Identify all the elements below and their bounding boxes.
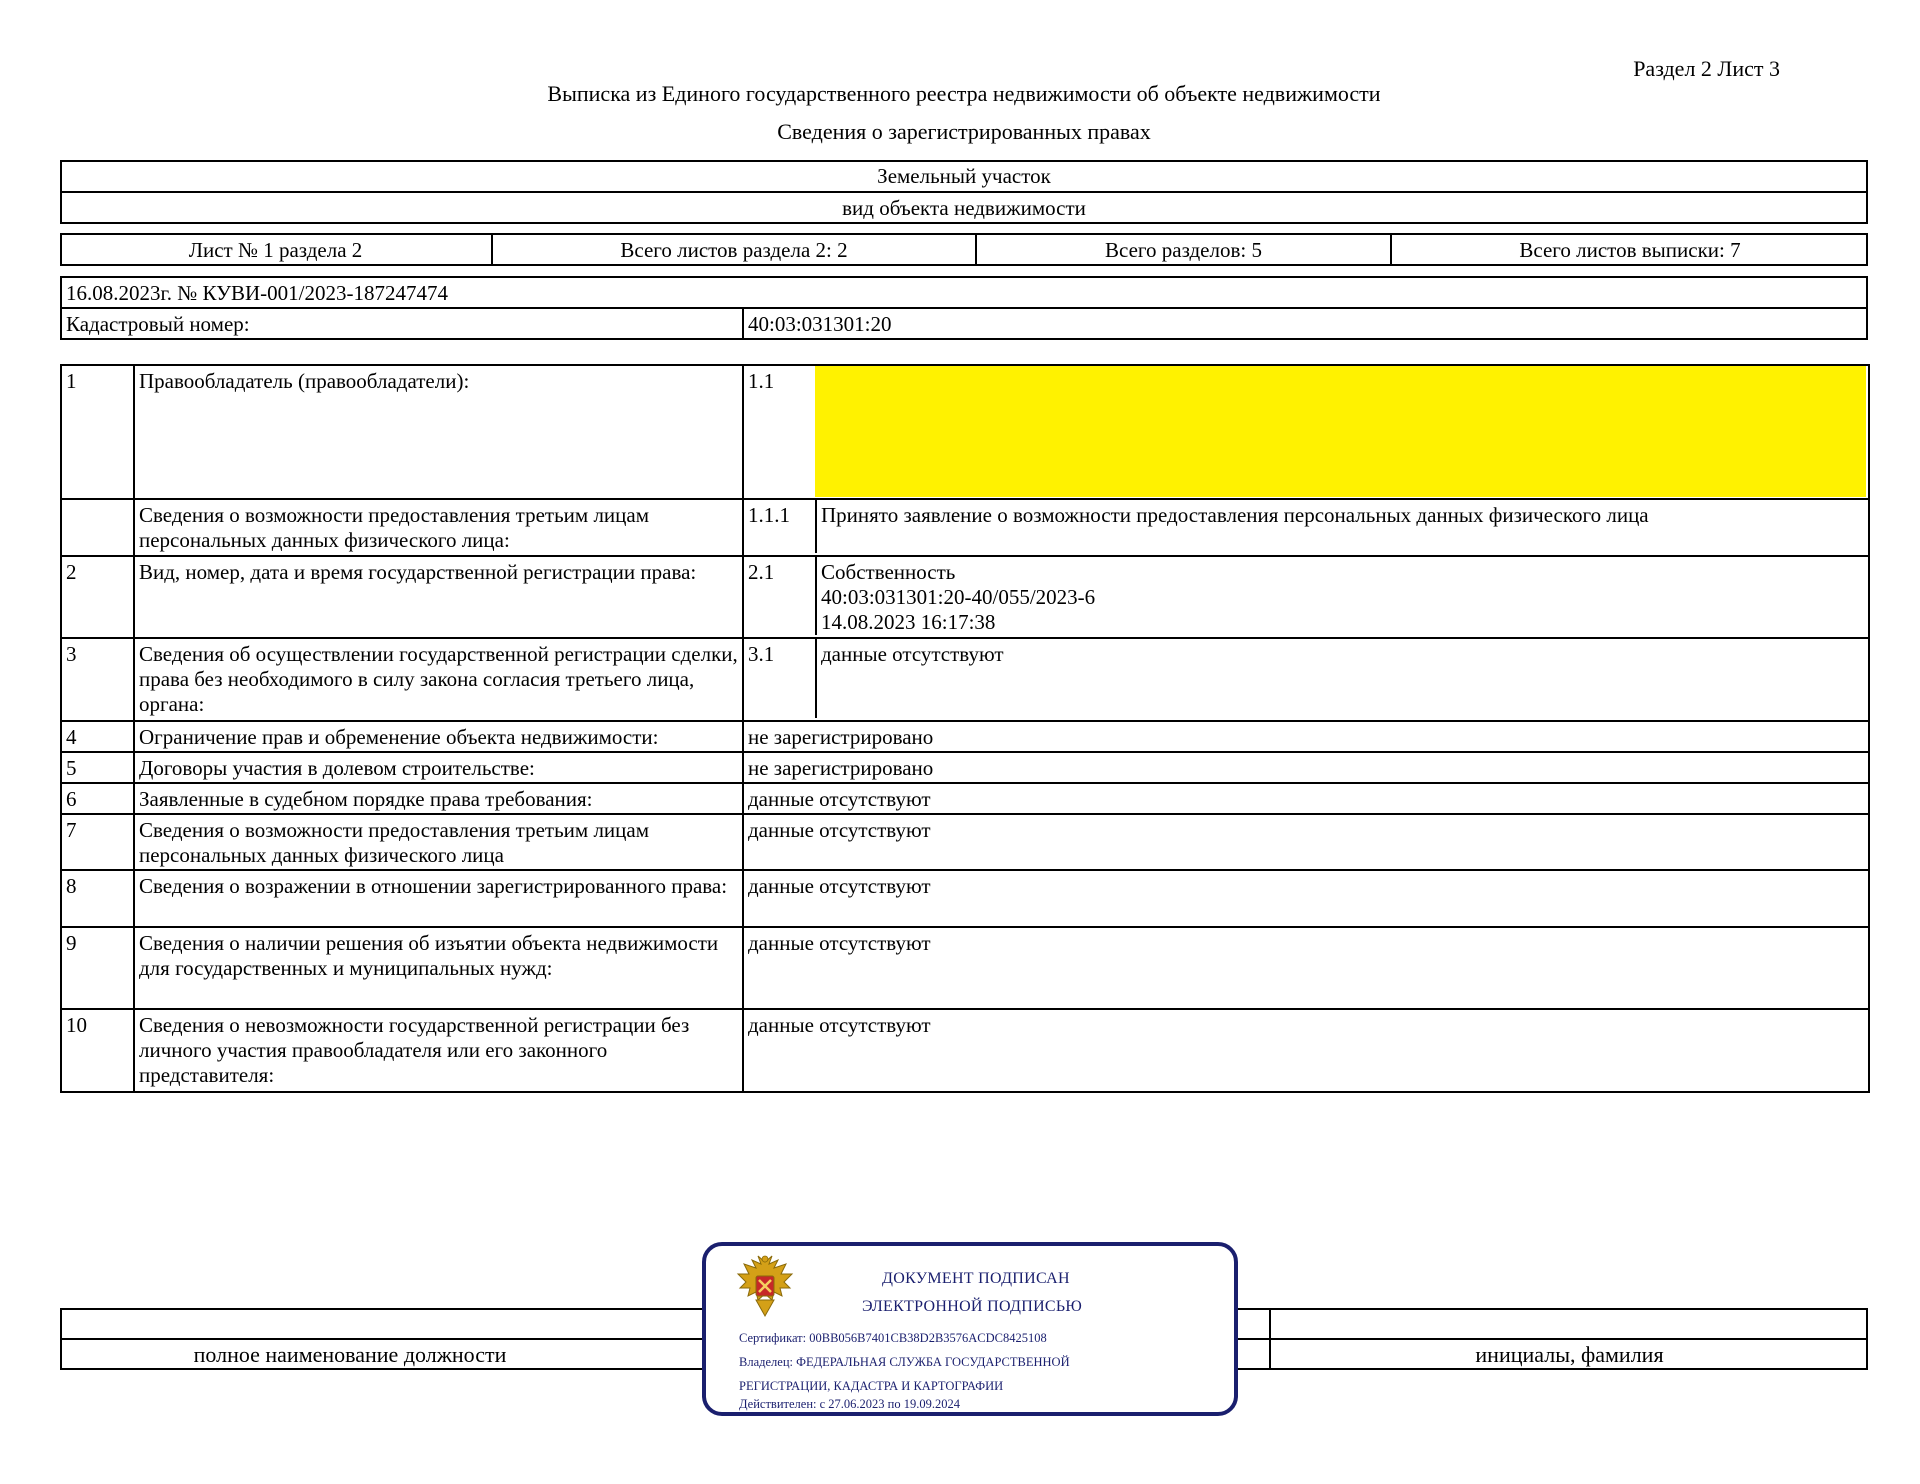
date-and-number: 16.08.2023г. № КУВИ-001/2023-187247474 [66,281,448,305]
row-value: данные отсутствуют [743,870,1869,927]
right-type: Собственность [821,560,956,584]
table-row [61,752,1869,783]
sheet-number: Лист № 1 раздела 2 [188,238,363,262]
row-label: Вид, номер, дата и время государственной регистрации права: [134,556,743,638]
row-value: Принято заявление о возможности предоставления персональных данных физического лица [821,503,1649,527]
row-label: Правообладатель (правообладатели): [134,365,743,499]
row-value: не зарегистрировано [743,721,1869,752]
redaction-mark [815,366,1866,497]
row-subnumber: 2.1 [744,557,816,635]
row-value: данные отсутствуют [743,927,1869,1009]
name-caption: инициалы, фамилия [1475,1342,1664,1367]
table-row [61,814,1869,870]
row-value: данные отсутствуют [743,1009,1869,1092]
row-number: 2 [61,556,134,638]
row-label: Сведения об осуществлении государственной регистрации сделки, права без необходимого в силу закона согласия третьего лица, органа: [134,638,743,721]
row-number: 4 [61,721,134,752]
table-row [61,1009,1869,1092]
row-number: 5 [61,752,134,783]
row-value-cell [743,556,1869,638]
stamp-owner-2: РЕГИСТРАЦИИ, КАДАСТРА И КАРТОГРАФИИ [739,1379,1004,1393]
divider [742,307,744,340]
row-label: Договоры участия в долевом строительстве: [134,752,743,783]
stamp-owner-1: Владелец: ФЕДЕРАЛЬНАЯ СЛУЖБА ГОСУДАРСТВЕННОЙ [739,1355,1070,1369]
row-number: 3 [61,638,134,721]
registration-number: 40:03:031301:20-40/055/2023-6 [821,585,1096,609]
document-subtitle: Сведения о зарегистрированных правах [777,119,1151,144]
double-headed-eagle-emblem-icon [734,1254,796,1320]
table-row [61,638,1869,721]
row-number: 8 [61,870,134,927]
row-number [61,499,134,556]
stamp-certificate: Сертификат: 00BB056B7401CB38D2B3576ACDC8425108 [739,1331,1047,1345]
divider [60,191,1868,193]
stamp-line-2: ЭЛЕКТРОННОЙ ПОДПИСЬЮ [862,1298,1083,1315]
row-number: 10 [61,1009,134,1092]
electronic-signature-stamp [702,1242,1238,1416]
stamp-validity: Действителен: с 27.06.2023 по 19.09.2024 [739,1397,960,1411]
table-row [61,870,1869,927]
table-row [61,499,1869,556]
cadastral-number: 40:03:031301:20 [748,312,892,336]
row-label: Заявленные в судебном порядке права требования: [134,783,743,814]
total-sheets-section: Всего листов раздела 2: 2 [620,238,848,262]
table-row [61,927,1869,1009]
row-label: Ограничение прав и обременение объекта недвижимости: [134,721,743,752]
row-value-cell [743,499,1869,556]
stamp-line-1: ДОКУМЕНТ ПОДПИСАН [882,1270,1070,1287]
row-label: Сведения о возможности предоставления третьим лицам персональных данных физического лица [134,814,743,870]
registration-datetime: 14.08.2023 16:17:38 [821,610,996,634]
document-title: Выписка из Единого государственного реестра недвижимости об объекте недвижимости [547,81,1381,106]
divider [60,307,1868,309]
row-value: не зарегистрировано [743,752,1869,783]
row-label: Сведения о возражении в отношении зарегистрированного права: [134,870,743,927]
object-kind-caption: вид объекта недвижимости [842,196,1086,220]
table-row [61,783,1869,814]
section-sheet-label: Раздел 2 Лист 3 [1633,56,1780,81]
row-label: Сведения о невозможности государственной регистрации без личного участия правообладателя или его законного представителя: [134,1009,743,1092]
row-number: 1 [61,365,134,499]
row-number: 6 [61,783,134,814]
row-label: Сведения о возможности предоставления третьим лицам персональных данных физического лица: [134,499,743,556]
row-value [816,557,1868,635]
table-row [61,721,1869,752]
cadastral-label: Кадастровый номер: [66,312,250,336]
object-kind: Земельный участок [877,164,1051,188]
row-subnumber: 1.1.1 [744,500,816,553]
row-value: данные отсутствуют [743,814,1869,870]
table-row [61,556,1869,638]
row-subnumber: 3.1 [744,639,816,718]
position-caption: полное наименование должности [193,1342,507,1367]
row-value: данные отсутствуют [743,783,1869,814]
total-sheets-extract: Всего листов выписки: 7 [1519,238,1741,262]
row-value: данные отсутствуют [821,642,1004,666]
row-value-cell [743,638,1869,721]
row-number: 9 [61,927,134,1009]
row-number: 7 [61,814,134,870]
row-label: Сведения о наличии решения об изъятии объекта недвижимости для государственных и муниципальных нужд: [134,927,743,1009]
total-sections: Всего разделов: 5 [1105,238,1262,262]
row-subnumber: 1.1 [744,366,816,496]
